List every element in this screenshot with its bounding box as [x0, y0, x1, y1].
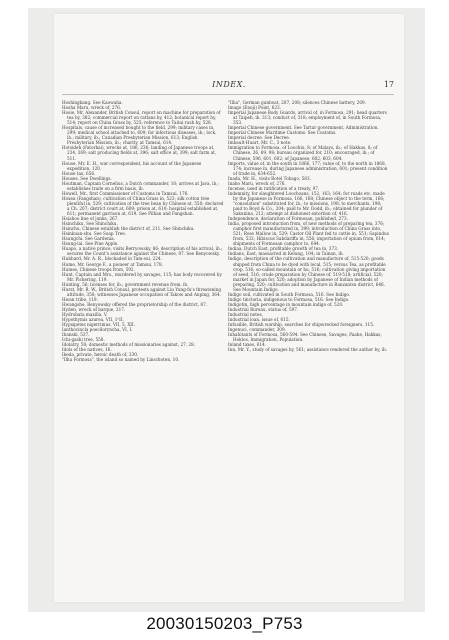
index-entry: Hydrobata maxilla, V.: [62, 311, 108, 317]
index-entry: Hsinkuan-shu. See Soap Tree.: [62, 231, 127, 237]
index-entry: Imperial decree. See Decree.: [228, 135, 291, 141]
image-caption: 20030150203_P753: [146, 614, 303, 633]
index-entry: Hurst, Mr. R. W., British Consul, protests against Liu Yung-fu's threatening attitude, 350; witnesses Japanese occupation of Takow and Anping, 364.: [62, 286, 221, 297]
index-entry: Imports, value of, in the south in 1866, 177; value of, to the north in 1868, 174; increase in, during Japanese administration, 601; present condition of trade in, 634-652.: [228, 160, 388, 176]
index-entry: Indemnity, for slaughtered Loochoans, 152, 163; 164; for roads etc. made by the Japanese in Formosa, 166, 168; Chinese object to the term, 166; "consolation" substituted for, ib.; to missions, 198; to merchants, 198; paid to Boyd & Co., 204; paid to Mr. Dodd, ib.; obtained for plunder of Sakunina, 212; attempt at dishonest extortion of, 416.: [228, 190, 385, 217]
index-column-left: [62, 100, 224, 362]
index-entry: Imago (Enoji) Point, 623.: [228, 105, 282, 111]
index-entry: Indigo soil, cultivated in South Formosa, 516. See Indigo.: [228, 291, 351, 297]
index-entry: Hunt, Captain and Mrs., murdered by savages, 115; has body recovered by Mr. Pickering, 119.: [62, 271, 222, 282]
index-entry: Indians, East, massacred in Kelung, 104; in Tainan, ib.: [228, 251, 344, 257]
index-entry: Indiaa, Dutch East, profitable growth of tea in, 373.: [228, 246, 339, 252]
index-entry: Humes, Chinese troops from, 592.: [62, 266, 135, 272]
index-entry: Incense, used in ratification of a treaty, 97.: [228, 185, 320, 191]
index-entry: Hsung-lai. See Pine Apple.: [62, 241, 119, 247]
index-entry: Hume, Mr. George F., a pioneer at Tamsui, 178.: [62, 261, 164, 267]
index-entry: Infusible, British warship, searches for shipwrecked foreigners, 115.: [228, 322, 375, 328]
index-entry: Hwan tribe, 119.: [62, 296, 98, 302]
index-entry: Hyden, wreck of barque, 217.: [62, 306, 126, 312]
index-entry: Inland taxes, 614.: [228, 342, 267, 348]
page-number: 17: [383, 80, 394, 89]
running-title: INDEX.: [212, 80, 246, 89]
index-entry: Imbault-Huart, Mr. C., 3 note.: [228, 140, 292, 146]
index-entry: Hsinchiku. See Shinchiku.: [62, 221, 118, 227]
index-entry: Ianthocincla poeciloryncha, VI, I.: [62, 327, 133, 333]
index-entry: Imperial Chinese government. See Tartar government, Administration.: [228, 125, 379, 131]
index-entry: Hoshingkang. See Kaowaha.: [62, 100, 123, 105]
index-entry: Hosha Maru, wreck of, 276.: [62, 105, 122, 111]
index-column-right: [228, 100, 390, 352]
index-entry: Hotsideh (Fatorhai), wrecks at, 186, 236; landing of Japanese troops at, 234, 369; salt producing fields at, 396; salt office at, 399; salt farm at, 511.: [62, 145, 217, 161]
index-entry: Hubbard, Mr. A. R., blockaded in Tam-sui, 224.: [62, 256, 162, 262]
index-entry: Independence, declaration of Formosan, published, 273.: [228, 216, 348, 222]
index-entry: Inn, Mr. Y., study of savages by, 561; assistance rendered the author by, ib.: [228, 347, 388, 353]
index-entry: Inaho Maru, wreck of, 276.: [228, 180, 286, 186]
index-entry: "Illia", German gunboat, 207, 208; silences Chinese battery, 209.: [228, 100, 367, 105]
index-entry: Hwangshe, Benyowsky offered the proprietorship of the district, 87.: [62, 301, 208, 307]
index-entry: House, Mr. E. H., war correspondent, his account of the Japanese expedition, 120.: [62, 160, 202, 171]
index-entry: Idolatry, 50; domestic methods of missionaries against, 27, 28.: [62, 342, 196, 348]
index-entry: Hsinchu, Chinese establish the district of, 211. See Shinchiku.: [62, 226, 195, 232]
index-entry: Ibanski, 537.: [62, 332, 90, 338]
index-entry: Hypsipetes nigerrimus, VII, 5, XII.: [62, 322, 135, 328]
index-entry: India, proposed introduction from, of new methods of preparing tea, 376; camphor first manufactured in, 399; introduction of China Grass into, 521; Rose Mallow in, 529; Castor Oil Plant fed to cattle in, 551; Sapindus from, 532; Hibiscus Sabdariffa in, 556; importation of opium from, 614; shipments of Formosan camphor to, 644.: [228, 221, 389, 247]
index-entry: Ikeda, private, heroic death of, 330.: [62, 352, 139, 358]
index-entry: Idols of the natives, 16.: [62, 347, 112, 353]
index-entry: "Ilha Formosa", the island so named by Linschoten, 10.: [62, 357, 180, 363]
index-entry: Ingenuci, commander, 309.: [228, 327, 286, 333]
index-entry: Imperial Japanese Body Guards, arrival of, in Formosa, 291; head quarters at Taipeh, ib. 313; conduct of, 318; employment of, in South Formosa, 353.: [228, 110, 387, 126]
index-entry: Hosie, Mr. Alexander, British Consul, report on machine for preparation of tea by, 382; commercial report on rattans by, 412; botanical report by, 514; report on China Grass by, 525; reference to Taitai rush by, 528.: [62, 110, 221, 126]
index-entry: Houses. See Dwellings.: [62, 175, 112, 181]
index-entry: Ichi-gashi tree, 558.: [62, 337, 105, 343]
index-entry: Industrial Bureau, status of, 597.: [228, 306, 299, 312]
index-entry: Indigo, description of the cultivation and manufacture of, 515-520; goods shipped from China to be dyed with local, 515; versus Tea, as profitable crop, 516; so-called mountain or bu, 516; cultivation giving importation of seed, 516; crude preparation by Chinese of, 519-518; artificial, 520; market in Japan for, 520; adoption by Japanese of Indian methods of preparing, 520; cultivation and manufacture in Banzantsu district, 646. See Mountain Indigo.: [228, 256, 386, 292]
index-entry: Houtman, Captain Cornelius, a Dutch commander, 10; arrives at Java, ib.; establishes trade on a firm basis, ib.: [62, 180, 219, 191]
index-entry: Hoxea (Fangshan), cultivation of China Grass in, 523; silk cotton tree plentiful in, 529; cultivation of the tree bean by Chinese at, 550; declared a Ch. 207; district court at, 609; prison at, 610; hospital established at, 611; permanent garrison at, 619. See Pilhan and Fangshan.: [62, 195, 224, 217]
page-header: [54, 80, 404, 92]
index-entry: Indigo tinctoria, indigenous to Formosa, 516. See Indigo.: [228, 296, 350, 302]
index-entry: Hypothymis azurea, VII, 1⁰II.: [62, 317, 124, 323]
index-entry: Huapo, a native prince, visits Berryowsky, 86; description of his arrival, ib.; secures the Count's assistance against the Chinese, 87. See Benyowsky.: [62, 246, 223, 257]
index-entry: Industrial notes,: [228, 311, 263, 317]
index-entry: Hsungchi. See Gardenia.: [62, 236, 115, 242]
index-entry: Howell, Mr., first Commissioner of Customs in Tamsui, 176.: [62, 190, 189, 196]
index-entry: Hospitals, cause of increased bought to the field, 299; military cases in, 299; medical school attached to, 609; for infectious diseases, ib.; lock, ib.; military, ib.; Canadian Presbyterian Mission, 613; English Presbyterian Mission, ib.; charity, at Tamsui, 614.: [62, 125, 217, 146]
header-rule: [62, 94, 394, 95]
index-entry: Hunting, 56; licenses for, ib.; government revenue from, ib.: [62, 281, 189, 287]
index-entry: Hsiahoo line of junks, 267.: [62, 216, 119, 222]
book-page: [54, 14, 404, 602]
index-entry: Indigotin, high percentage in mountain indigo of, 520.: [228, 301, 344, 307]
index-entry: Industrial loan, issue of, 615.: [228, 317, 290, 323]
index-entry: Imperial Chinese Maritime Customs. See Customs.: [228, 130, 337, 136]
index-entry: Immigration to Formosa, of Loochiu, 8; of Malays, ib.; of Hakkas, 8; of Chinese, 26, 69, 98; bureau organized for, 210; encouraged, ib.; of Chinese, 596, 601, 602; of Japanese, 602, 603, 604.: [228, 145, 378, 161]
index-entry: Inada, Mr. H., visits Botel Tobago, 583.: [228, 175, 311, 181]
index-entry: House tax, 656.: [62, 170, 96, 176]
index-entry: Inhabitants of Formosa, 560-594. See Chinese, Savages, Paahe, Hakkas, Hoklos, Immigration, Population.: [228, 332, 382, 343]
